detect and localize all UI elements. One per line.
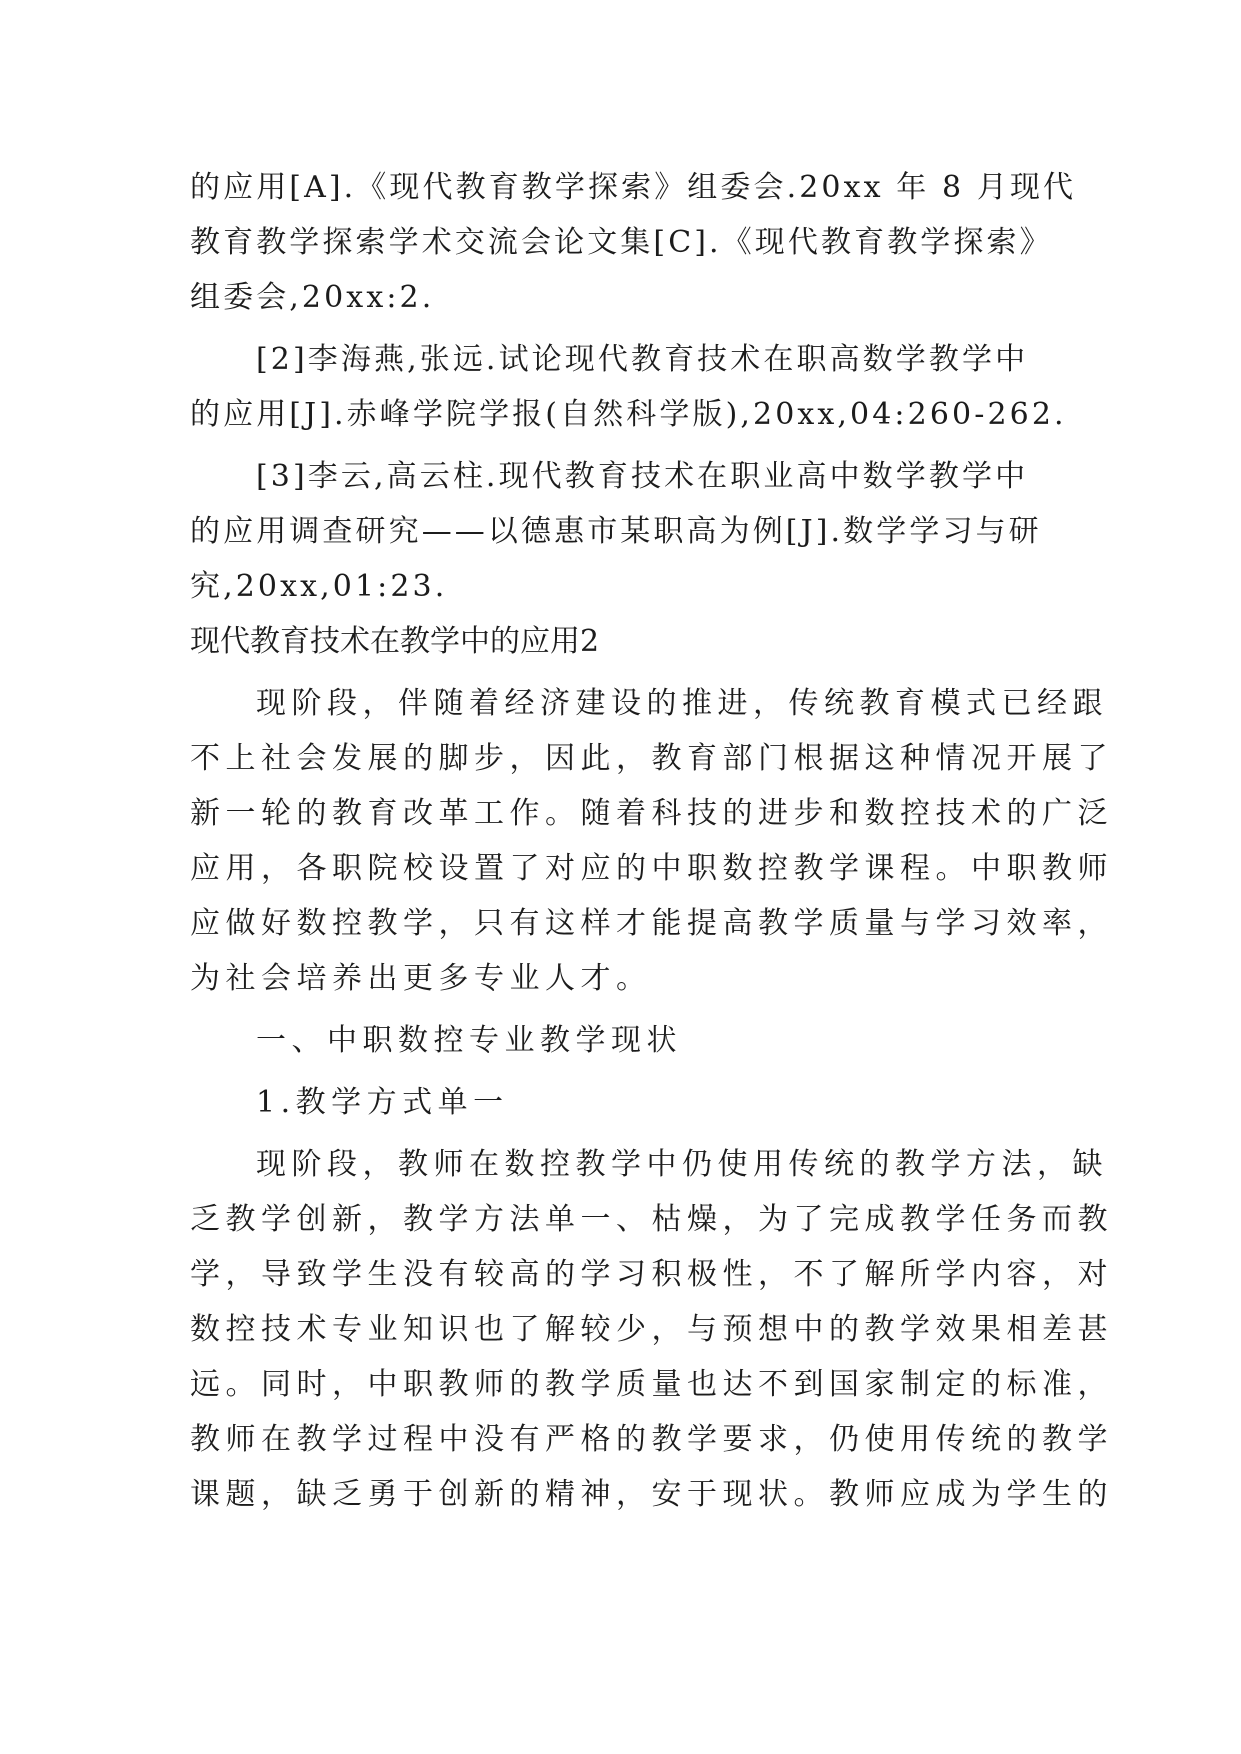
text-line: 为社会培养出更多专业人才。	[190, 961, 652, 996]
text-line: 不上社会发展的脚步，因此，教育部门根据这种情况开展了	[190, 741, 1113, 776]
text-line: 现阶段，伴随着经济建设的推进，传统教育模式已经跟	[256, 686, 1108, 721]
text-line: 究,20xx,01:23.	[190, 569, 448, 604]
text-line: 的应用调查研究——以德惠市某职高为例[J].数学学习与研	[190, 514, 1042, 549]
text-line: 数控技术专业知识也了解较少，与预想中的教学效果相差甚	[190, 1312, 1113, 1347]
reference-item	[190, 160, 1077, 325]
text-line: 新一轮的教育改革工作。随着科技的进步和数控技术的广泛	[190, 796, 1113, 831]
text-line: 课题，缺乏勇于创新的精神，安于现状。教师应成为学生的	[190, 1477, 1113, 1512]
text-line: 乏教学创新，教学方法单一、枯燥，为了完成教学任务而教	[190, 1202, 1113, 1237]
text-line: 教师在教学过程中没有严格的教学要求，仍使用传统的教学	[190, 1422, 1113, 1457]
reference-item	[190, 332, 1070, 442]
subsection-heading	[190, 1075, 1070, 1130]
text-line: 应用，各职院校设置了对应的中职数控教学课程。中职教师	[190, 851, 1113, 886]
document-body	[190, 160, 1113, 1522]
text-line: 应做好数控教学，只有这样才能提高教学质量与学习效率，	[190, 906, 1113, 941]
title-line: 现代教育技术在教学中的应用2	[190, 624, 600, 659]
heading-line: 一、中职数控专业教学现状	[256, 1023, 682, 1058]
body-paragraph	[190, 676, 1113, 1006]
text-line: 教育教学探索学术交流会论文集[C].《现代教育教学探索》	[190, 225, 1053, 260]
text-line: 的应用[A].《现代教育教学探索》组委会.20xx 年 8 月现代	[190, 170, 1077, 205]
text-line: 学，导致学生没有较高的学习积极性，不了解所学内容，对	[190, 1257, 1113, 1292]
heading-line: 1.教学方式单一	[256, 1085, 509, 1120]
section-heading	[190, 1013, 1070, 1068]
text-line: 组委会,20xx:2.	[190, 280, 435, 315]
text-line: 远。同时，中职教师的教学质量也达不到国家制定的标准，	[190, 1367, 1113, 1402]
text-line: [2]李海燕,张远.试论现代教育技术在职高数学教学中	[256, 342, 1029, 377]
text-line: [3]李云,高云柱.现代教育技术在职业高中数学教学中	[256, 459, 1029, 494]
text-line: 的应用[J].赤峰学院学报(自然科学版),20xx,04:260-262.	[190, 397, 1067, 432]
reference-item	[190, 449, 1070, 614]
body-paragraph	[190, 1137, 1113, 1522]
article-title	[190, 614, 1070, 669]
text-line: 现阶段，教师在数控教学中仍使用传统的教学方法，缺	[256, 1147, 1108, 1182]
